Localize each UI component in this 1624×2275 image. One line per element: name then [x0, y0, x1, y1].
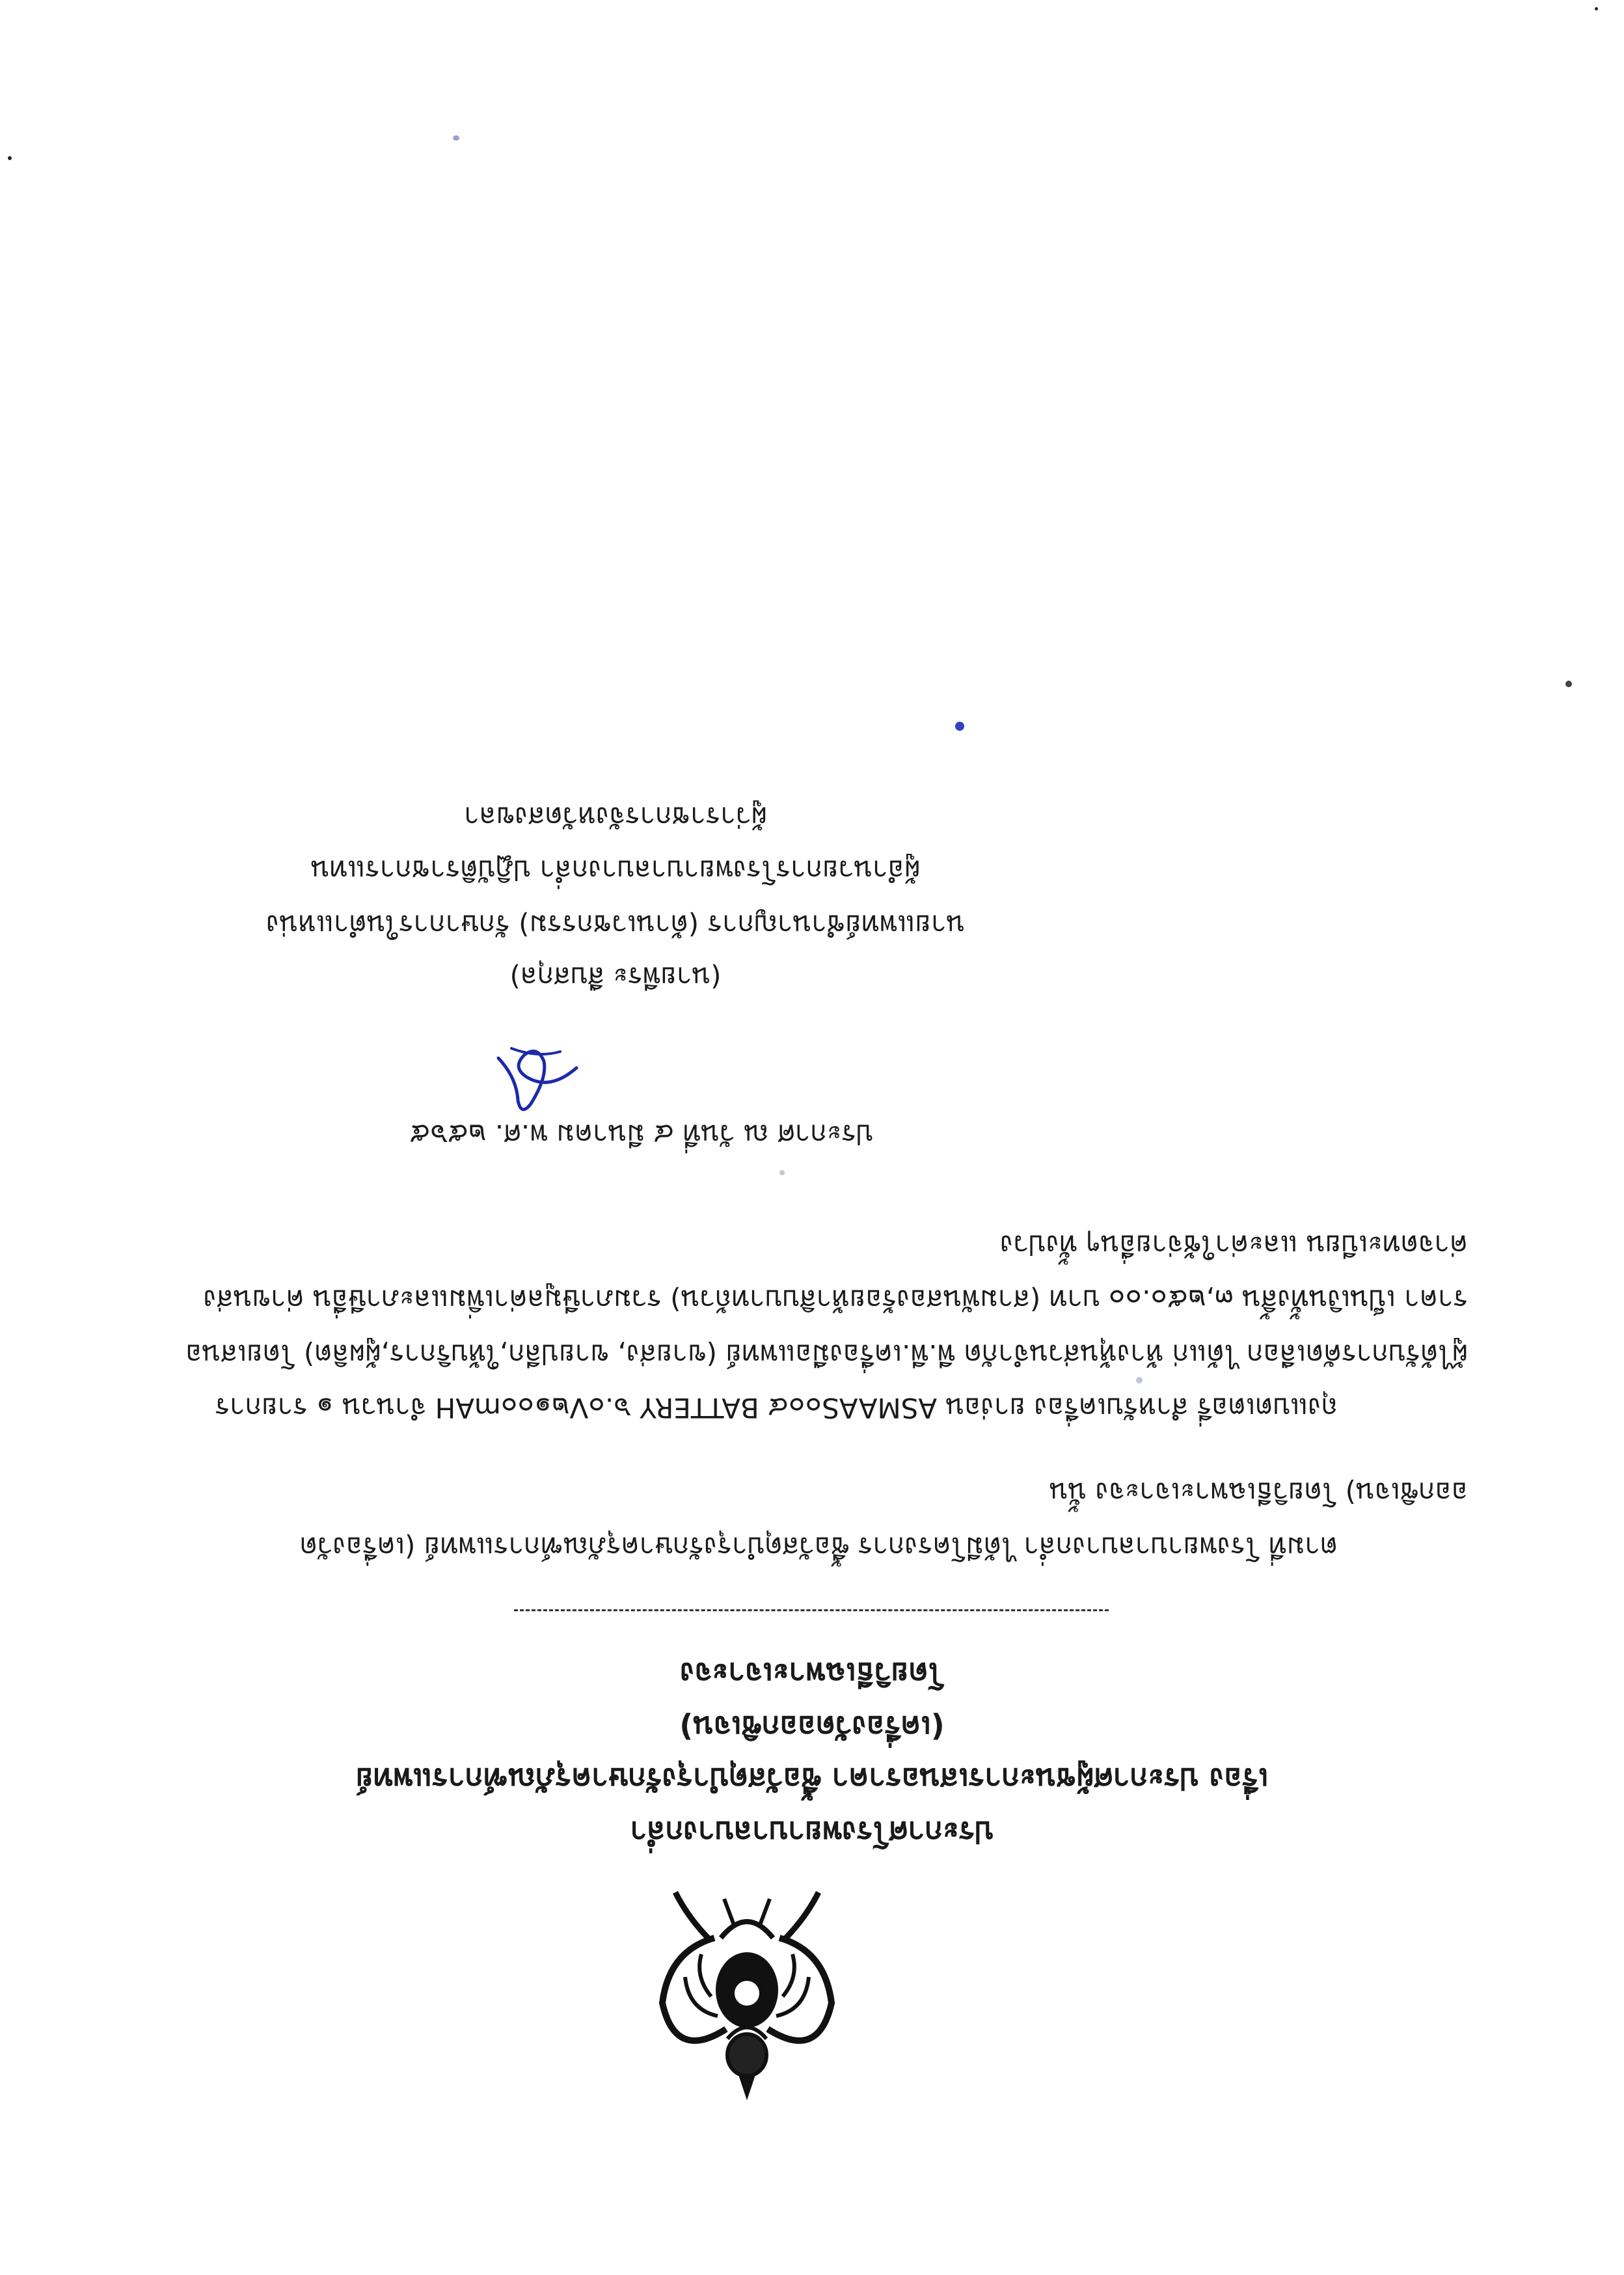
signer-position-1: นายแพทย์ชำนาญการ (ด้านเวชกรรม) รักษาการในตำแหน่ง	[265, 909, 966, 941]
paragraph-2-line-2: ผู้ได้รับการคัดเลือก ได้แก่ ห้างหุ้นส่วนจำกัด พี.พี.เครื่องมือแพทย์ (ขายส่ง, ขายปลีก,ให้บริการ,ผู้ผลิต) โดยเสนอ	[185, 1339, 1468, 1370]
signer-name: (นายพีระ สืบสกุล)	[509, 961, 722, 993]
paragraph-1-line-2: ออกซิเจน) โดยวิธีเฉพาะเจาะจง นั้น	[1049, 1477, 1468, 1508]
paragraph-1-line-1: ตามที่ โรงพยาบาลบางกล่ำ ได้มีโครงการ ซื้อวัสดุบำรุงรักษาครุภัณฑ์การแพทย์ (เครื่องวัด	[299, 1531, 1338, 1563]
scan-speck	[955, 722, 964, 731]
procurement-method: โดยวิธีเฉพาะเจาะจง	[680, 1656, 944, 1691]
announcement-title: ประกาศโรงพยาบาลบางกล่ำ	[630, 1815, 994, 1850]
scan-speck	[779, 1170, 785, 1175]
scan-speck	[8, 156, 12, 160]
paragraph-2-line-3: ราคา เป็นเงินทั้งสิ้น ๓,๒๕๐.๐๐ บาท (สามพันสองร้อยห้าสิบบาทถ้วน) รวมภาษีมูลค่าเพิ่มและภาษีอื่น ค่าขนส่ง	[203, 1284, 1468, 1316]
signer-position-2: ผู้อำนวยการโรงพยาบาลบางกล่ำ ปฏิบัติราชการแทน	[310, 854, 921, 886]
signer-position-3: ผู้ว่าราชการจังหวัดสงขลา	[464, 801, 767, 833]
garuda-emblem-icon	[649, 1886, 845, 2101]
paragraph-2-line-1: ถุงแบตเตอรี่ สำหรับเครื่อง ยาง่อน ASMAAS๐๐๔ BATTERY ๖.๐V๒๑๐๐mAH จำนวน ๑ รายการ	[215, 1392, 1338, 1424]
scan-speck	[1595, 7, 1598, 10]
scan-speck	[1565, 681, 1572, 687]
dashed-divider	[514, 1609, 1109, 1611]
announcement-subject-detail: (เครื่องวัดออกซิเจน)	[679, 1710, 945, 1745]
scan-speck	[453, 135, 459, 141]
paragraph-2-line-4: ค่าจดทะเบียน และค่าใช้จ่ายอื่นๆ ทั้งปวง	[999, 1229, 1468, 1261]
announcement-date: ประกาศ ณ วันที่ ๔ มีนาคม พ.ศ. ๒๕๖๕	[409, 1119, 874, 1151]
announcement-subject: เรื่อง ประกาศผู้ชนะการเสนอราคา ซื้อวัสดุบำรุงรักษาครุภัณฑ์การแพทย์	[355, 1762, 1269, 1797]
handwritten-signature	[485, 1032, 589, 1130]
scan-speck	[1136, 1377, 1143, 1383]
